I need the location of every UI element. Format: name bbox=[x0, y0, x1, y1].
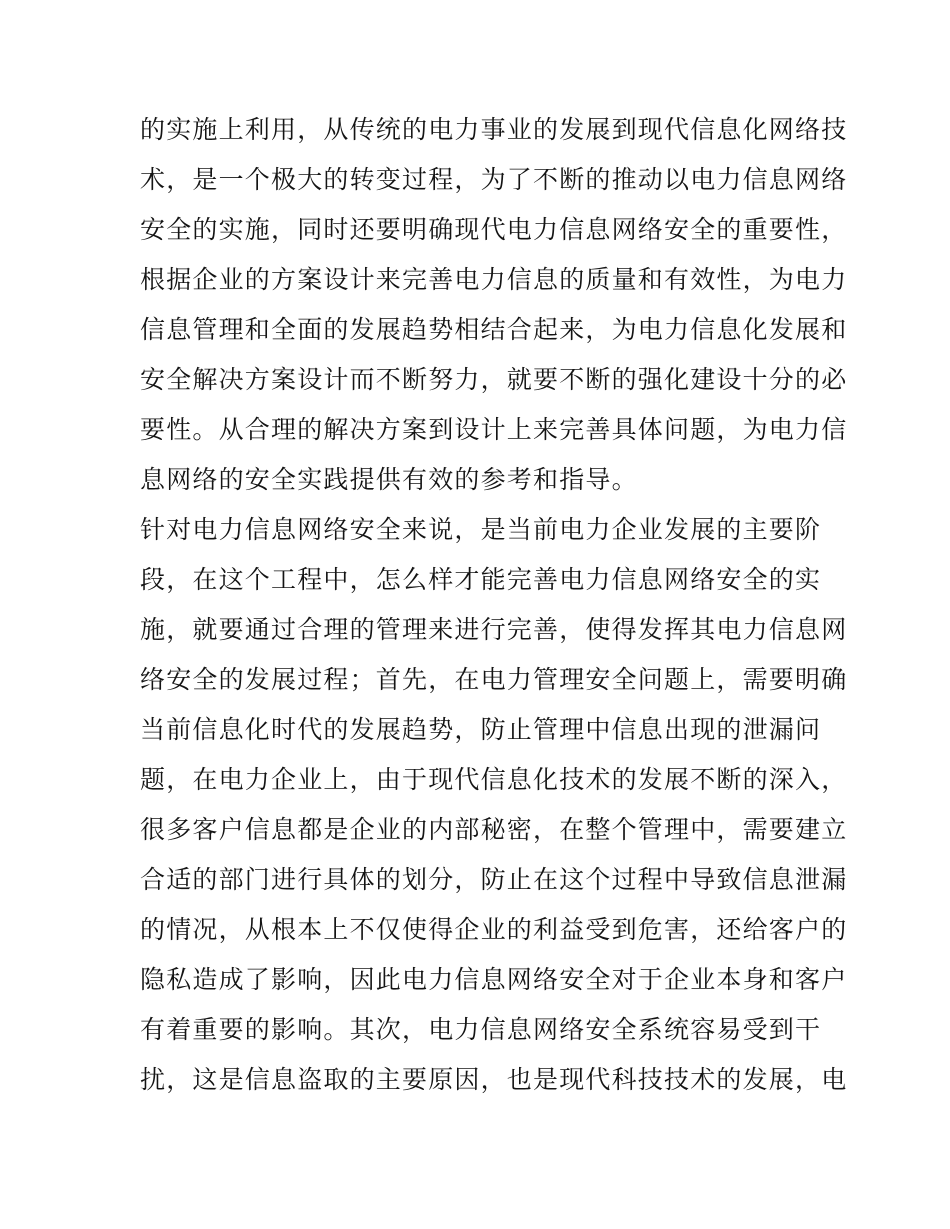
text-line: 安全的实施，同时还要明确现代电力信息网络安全的重要性， bbox=[140, 215, 848, 244]
text-line: 信息管理和全面的发展趋势相结合起来，为电力信息化发展和 bbox=[140, 315, 848, 344]
text-line: 扰，这是信息盗取的主要原因，也是现代科技技术的发展，电 bbox=[140, 1065, 848, 1094]
text-line: 根据企业的方案设计来完善电力信息的质量和有效性，为电力 bbox=[140, 265, 848, 294]
text-line: 术，是一个极大的转变过程，为了不断的推动以电力信息网络 bbox=[140, 165, 848, 194]
text-line: 针对电力信息网络安全来说，是当前电力企业发展的主要阶 bbox=[140, 515, 822, 544]
text-line: 的实施上利用，从传统的电力事业的发展到现代信息化网络技 bbox=[140, 115, 848, 144]
text-line: 安全解决方案设计而不断努力，就要不断的强化建设十分的必 bbox=[140, 365, 848, 394]
text-line: 息网络的安全实践提供有效的参考和指导。 bbox=[140, 465, 638, 494]
text-line: 题，在电力企业上，由于现代信息化技术的发展不断的深入， bbox=[140, 765, 848, 794]
text-line: 有着重要的影响。其次，电力信息网络安全系统容易受到干 bbox=[140, 1015, 822, 1044]
text-line: 段，在这个工程中，怎么样才能完善电力信息网络安全的实 bbox=[140, 565, 822, 594]
text-line: 络安全的发展过程；首先，在电力管理安全问题上，需要明确 bbox=[140, 665, 848, 694]
text-line: 当前信息化时代的发展趋势，防止管理中信息出现的泄漏问 bbox=[140, 715, 822, 744]
text-line: 合适的部门进行具体的划分，防止在这个过程中导致信息泄漏 bbox=[140, 865, 848, 894]
text-line: 隐私造成了影响，因此电力信息网络安全对于企业本身和客户 bbox=[140, 965, 848, 994]
text-line: 的情况，从根本上不仅使得企业的利益受到危害，还给客户的 bbox=[140, 915, 848, 944]
text-line: 要性。从合理的解决方案到设计上来完善具体问题，为电力信 bbox=[140, 415, 848, 444]
body-text bbox=[140, 105, 848, 1105]
text-line: 很多客户信息都是企业的内部秘密，在整个管理中，需要建立 bbox=[140, 815, 848, 844]
text-line: 施，就要通过合理的管理来进行完善，使得发挥其电力信息网 bbox=[140, 615, 848, 644]
